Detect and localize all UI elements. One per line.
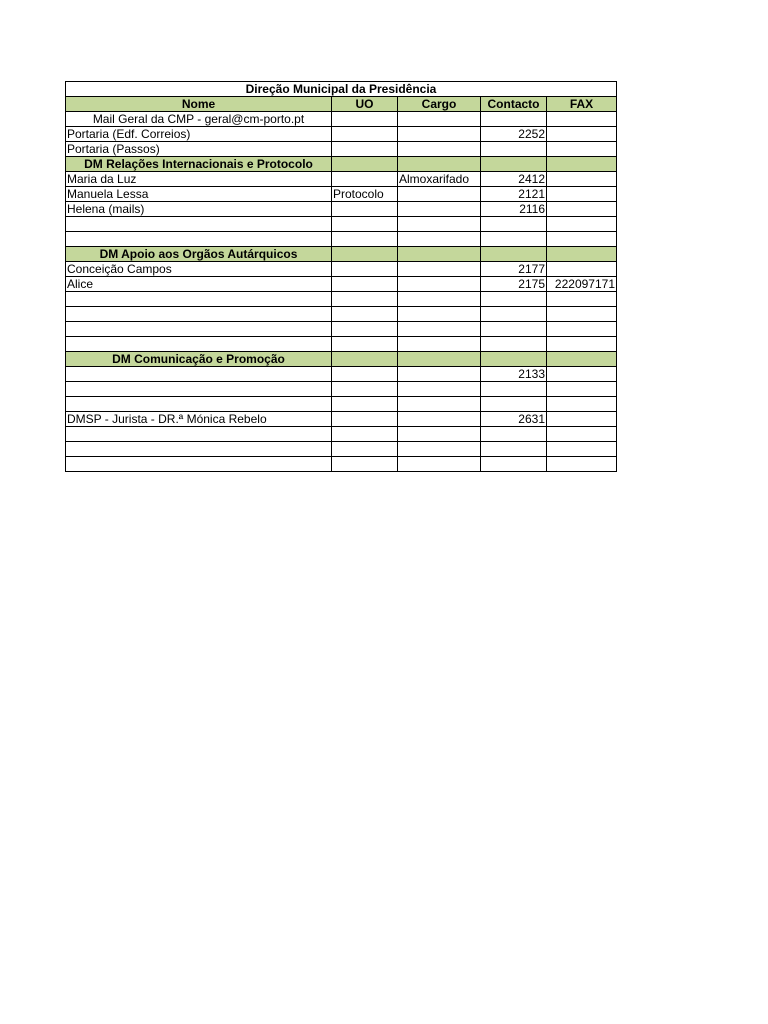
table-row: [66, 322, 617, 337]
cell-contacto: [481, 442, 547, 457]
cell-contacto: 2412: [481, 172, 547, 187]
cell-contacto: 2116: [481, 202, 547, 217]
cell-uo: [332, 427, 398, 442]
table-row: [66, 232, 617, 247]
cell-contacto: [481, 232, 547, 247]
cell-uo: [332, 277, 398, 292]
cell-fax: [547, 307, 617, 322]
table-row: [66, 412, 617, 427]
cell-cargo: [398, 322, 481, 337]
cell-contacto: [481, 292, 547, 307]
table-row: [66, 142, 617, 157]
cell-uo: [332, 142, 398, 157]
cell-nome: Helena (mails): [66, 202, 332, 217]
section-header-row: [66, 157, 617, 172]
cell-uo: [332, 352, 398, 367]
cell-cargo: Almoxarifado: [398, 172, 481, 187]
table-row: [66, 262, 617, 277]
cell-cargo: [398, 412, 481, 427]
cell-uo: [332, 412, 398, 427]
table-row: [66, 217, 617, 232]
table-row: [66, 457, 617, 472]
cell-fax: [547, 127, 617, 142]
table-row: [66, 397, 617, 412]
cell-contacto: [481, 247, 547, 262]
header-nome: Nome: [66, 97, 332, 112]
cell-uo: [332, 127, 398, 142]
cell-uo: [332, 397, 398, 412]
cell-cargo: [398, 127, 481, 142]
directory-table: [65, 81, 617, 472]
cell-cargo: [398, 277, 481, 292]
table-row: [66, 187, 617, 202]
cell-uo: [332, 217, 398, 232]
cell-contacto: [481, 142, 547, 157]
cell-uo: [332, 247, 398, 262]
cell-fax: [547, 142, 617, 157]
cell-contacto: 2177: [481, 262, 547, 277]
cell-nome: Manuela Lessa: [66, 187, 332, 202]
cell-fax: [547, 382, 617, 397]
section-title: DM Relações Internacionais e Protocolo: [66, 157, 332, 172]
table-row: [66, 367, 617, 382]
table-row: [66, 127, 617, 142]
cell-contacto: [481, 457, 547, 472]
section-title: DM Apoio aos Orgãos Autárquicos: [66, 247, 332, 262]
cell-contacto: [481, 397, 547, 412]
cell-cargo: [398, 457, 481, 472]
cell-nome: Conceição Campos: [66, 262, 332, 277]
cell-fax: [547, 367, 617, 382]
cell-uo: [332, 337, 398, 352]
cell-cargo: [398, 442, 481, 457]
cell-contacto: 2175: [481, 277, 547, 292]
cell-fax: [547, 112, 617, 127]
cell-nome: DMSP - Jurista - DR.ª Mónica Rebelo: [66, 412, 332, 427]
cell-uo: [332, 157, 398, 172]
cell-uo: [332, 367, 398, 382]
cell-fax: [547, 247, 617, 262]
header-contacto: Contacto: [481, 97, 547, 112]
cell-uo: [332, 232, 398, 247]
cell-contacto: [481, 382, 547, 397]
cell-cargo: [398, 307, 481, 322]
cell-fax: [547, 442, 617, 457]
cell-contacto: [481, 217, 547, 232]
cell-fax: [547, 337, 617, 352]
section-title: DM Comunicação e Promoção: [66, 352, 332, 367]
cell-fax: [547, 262, 617, 277]
cell-contacto: [481, 427, 547, 442]
cell-nome: [66, 382, 332, 397]
cell-nome: Mail Geral da CMP - geral@cm-porto.pt: [66, 112, 332, 127]
cell-cargo: [398, 367, 481, 382]
section-header-row: [66, 352, 617, 367]
cell-uo: [332, 112, 398, 127]
cell-uo: [332, 292, 398, 307]
directory-table-body: [66, 82, 617, 472]
cell-contacto: [481, 322, 547, 337]
title-row: [66, 82, 617, 97]
table-row: [66, 442, 617, 457]
cell-contacto: [481, 157, 547, 172]
table-row: [66, 202, 617, 217]
cell-nome: [66, 457, 332, 472]
cell-uo: [332, 307, 398, 322]
cell-fax: [547, 217, 617, 232]
cell-contacto: [481, 307, 547, 322]
cell-nome: [66, 367, 332, 382]
cell-uo: [332, 262, 398, 277]
cell-contacto: [481, 352, 547, 367]
header-uo: UO: [332, 97, 398, 112]
cell-fax: [547, 457, 617, 472]
table-row: [66, 427, 617, 442]
table-row: [66, 172, 617, 187]
cell-nome: [66, 427, 332, 442]
header-fax: FAX: [547, 97, 617, 112]
cell-contacto: 2631: [481, 412, 547, 427]
cell-fax: 222097171: [547, 277, 617, 292]
table-row: [66, 307, 617, 322]
cell-nome: Portaria (Passos): [66, 142, 332, 157]
cell-cargo: [398, 352, 481, 367]
cell-cargo: [398, 142, 481, 157]
cell-nome: Portaria (Edf. Correios): [66, 127, 332, 142]
cell-fax: [547, 352, 617, 367]
cell-cargo: [398, 157, 481, 172]
cell-fax: [547, 157, 617, 172]
cell-uo: [332, 457, 398, 472]
cell-cargo: [398, 232, 481, 247]
cell-nome: [66, 397, 332, 412]
cell-cargo: [398, 112, 481, 127]
table-row: [66, 292, 617, 307]
cell-contacto: [481, 112, 547, 127]
header-row: [66, 97, 617, 112]
cell-fax: [547, 427, 617, 442]
cell-nome: [66, 232, 332, 247]
cell-contacto: 2133: [481, 367, 547, 382]
cell-nome: [66, 322, 332, 337]
cell-fax: [547, 412, 617, 427]
cell-cargo: [398, 427, 481, 442]
cell-nome: Maria da Luz: [66, 172, 332, 187]
cell-uo: Protocolo: [332, 187, 398, 202]
cell-cargo: [398, 187, 481, 202]
table-title: Direção Municipal da Presidência: [66, 82, 617, 97]
cell-fax: [547, 292, 617, 307]
cell-cargo: [398, 292, 481, 307]
cell-nome: [66, 217, 332, 232]
table-row: [66, 337, 617, 352]
cell-cargo: [398, 337, 481, 352]
cell-uo: [332, 202, 398, 217]
cell-cargo: [398, 382, 481, 397]
cell-fax: [547, 202, 617, 217]
table-row: [66, 277, 617, 292]
table-row: [66, 112, 617, 127]
cell-cargo: [398, 217, 481, 232]
cell-cargo: [398, 202, 481, 217]
cell-fax: [547, 322, 617, 337]
cell-contacto: 2252: [481, 127, 547, 142]
section-header-row: [66, 247, 617, 262]
header-cargo: Cargo: [398, 97, 481, 112]
cell-uo: [332, 172, 398, 187]
cell-uo: [332, 322, 398, 337]
cell-nome: Alice: [66, 277, 332, 292]
cell-uo: [332, 382, 398, 397]
cell-fax: [547, 187, 617, 202]
cell-nome: [66, 337, 332, 352]
cell-contacto: 2121: [481, 187, 547, 202]
cell-uo: [332, 442, 398, 457]
table-row: [66, 382, 617, 397]
cell-cargo: [398, 247, 481, 262]
cell-nome: [66, 442, 332, 457]
cell-nome: [66, 307, 332, 322]
cell-cargo: [398, 262, 481, 277]
cell-nome: [66, 292, 332, 307]
cell-contacto: [481, 337, 547, 352]
cell-fax: [547, 172, 617, 187]
cell-cargo: [398, 397, 481, 412]
cell-fax: [547, 232, 617, 247]
cell-fax: [547, 397, 617, 412]
